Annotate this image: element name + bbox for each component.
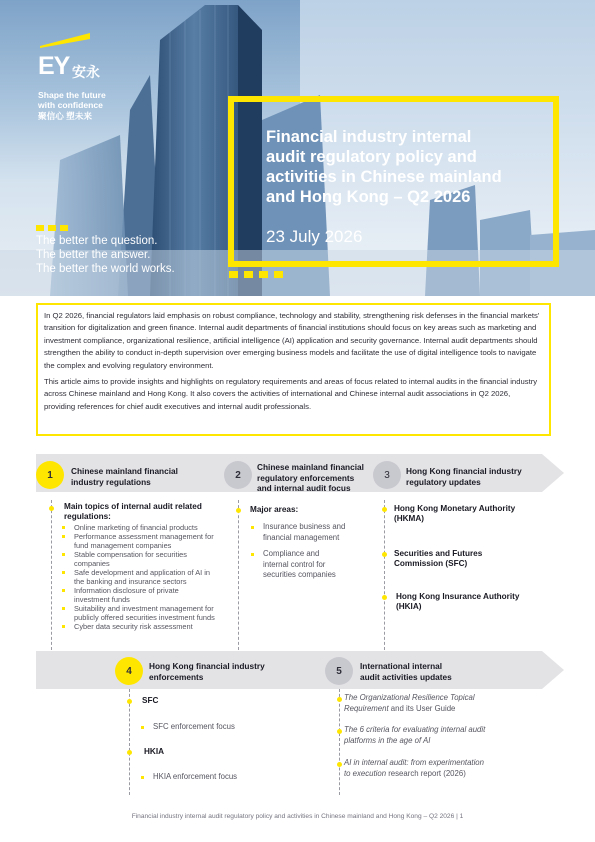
list-item-text: Online marketing of financial products	[74, 523, 198, 532]
list-item-text: Insurance business and	[263, 522, 346, 531]
title-line: audit regulatory policy and	[266, 148, 477, 166]
step-title-line: Chinese mainland financial	[71, 466, 178, 476]
step-title-line: Hong Kong financial industry	[149, 661, 265, 671]
bullet-square	[62, 526, 65, 529]
list-item-text: publicly offered securities investment funds	[74, 613, 215, 622]
list-item-text: securities companies	[263, 570, 336, 579]
intro-paragraph-1: In Q2 2026, financial regulators laid emphasis on robust compliance, technology and stability, strengthening risk defenses in the financial markets' transition for digitalization and green finance. Internal audit departments of financial institutions should focus on key areas such as marketing and investment compliance, organizational resilience, artificial intelligence (AI) application and security governance. Internal audit departments should strengthen the ability to conduct in-depth supervision over emerging business models and facilitate the use of digital intelligence tools to navigate the complex and evolving regulatory environment.	[44, 311, 540, 370]
bullet-dot	[382, 507, 387, 512]
activity-suffix: research report (2026)	[386, 768, 466, 778]
list-item	[62, 568, 242, 586]
list-item	[62, 550, 242, 568]
step-title-line: regulatory enforcements	[257, 472, 355, 483]
list-item	[251, 522, 371, 543]
bullet-dot	[382, 552, 387, 557]
bullet-dot	[337, 729, 342, 734]
step-5-badge: 5	[325, 657, 353, 685]
bullet-dot	[236, 508, 241, 513]
bullet-square	[62, 553, 65, 556]
slogan-cn: 聚信心 塑未来	[38, 111, 92, 121]
title-line: activities in Chinese mainland	[266, 168, 502, 186]
timeline-connector	[384, 500, 385, 650]
page-footer: Financial industry internal audit regulatory policy and activities in Chinese mainland and Hong Kong – Q2 2026 | 1	[131, 813, 464, 820]
bullet-square	[62, 535, 65, 538]
list-item	[141, 772, 237, 783]
step-title-line: regulatory updates	[406, 476, 481, 487]
title-line: Financial industry internal	[266, 128, 472, 146]
title-line: and Hong Kong – Q2 2026	[266, 188, 471, 206]
col2-list	[251, 522, 371, 581]
list-item-text: internal control for	[263, 559, 326, 569]
list-item	[62, 622, 242, 631]
slogan-line-2: with confidence	[38, 100, 103, 110]
regulator-line: (HKIA)	[396, 602, 422, 611]
activity-item-3	[344, 758, 484, 779]
activity-title: The Organizational Resilience Topical	[344, 693, 475, 702]
regulator-line: Securities and Futures	[394, 549, 483, 558]
col3-item-hkia	[396, 592, 519, 612]
bullet-square	[251, 526, 254, 529]
step-title-line: Hong Kong financial industry	[406, 466, 522, 476]
slogan-line-1: Shape the future	[38, 90, 106, 100]
col2-heading: Major areas:	[250, 505, 299, 514]
list-item	[62, 532, 242, 550]
list-item-text: HKIA enforcement focus	[153, 772, 238, 781]
step-3-badge: 3	[373, 461, 401, 489]
list-item-text: the banking and insurance sectors	[74, 577, 187, 586]
bullet-dot	[127, 699, 132, 704]
activity-title: The 6 criteria for evaluating internal audit	[344, 725, 486, 734]
list-item-text: Safe development and application of AI in	[74, 568, 211, 577]
activity-title: to execution	[344, 768, 387, 778]
bullet-dot	[49, 506, 54, 511]
list-item-text: companies	[74, 559, 110, 568]
bullet-square	[62, 607, 65, 610]
tagline-line: The better the world works.	[36, 263, 175, 275]
ey-beam-icon	[40, 33, 90, 48]
bullet-dot	[337, 697, 342, 702]
bullet-square	[251, 553, 254, 556]
heading-line: regulations:	[64, 512, 111, 521]
list-item	[62, 523, 242, 532]
step-title-line: enforcements	[149, 671, 204, 682]
activity-suffix: and its User Guide	[388, 703, 456, 713]
tagline-line: The better the question.	[36, 235, 158, 247]
list-item	[141, 722, 235, 733]
report-title	[266, 127, 502, 207]
list-item-text: Cyber data security risk assessment	[74, 622, 193, 631]
sfc-heading: SFC	[142, 696, 159, 705]
step-3-title	[406, 466, 522, 487]
list-item-text: Performance assessment management for	[74, 532, 214, 541]
bullet-square	[62, 571, 65, 574]
list-item-text: Information disclosure of private	[74, 586, 179, 595]
bullet-square	[141, 776, 144, 779]
activity-title: platforms in the age of AI	[344, 735, 431, 745]
col3-item-sfc	[394, 549, 482, 569]
heading-line: Main topics of internal audit related	[64, 502, 202, 511]
step-1-badge: 1	[36, 461, 64, 489]
report-date: 23 July 2026	[266, 227, 363, 246]
step-1-title	[71, 466, 178, 487]
col1-heading	[64, 502, 202, 522]
list-item-text: Stable compensation for securities	[74, 550, 187, 559]
timeline-connector	[339, 689, 340, 795]
bullet-square	[62, 589, 65, 592]
timeline-connector	[51, 500, 52, 650]
step-4-title	[149, 661, 265, 682]
bullet-square	[62, 625, 65, 628]
list-item-text: fund management companies	[74, 541, 172, 550]
tagline	[36, 234, 175, 276]
list-item-text: Suitability and investment management for	[74, 604, 214, 613]
step-5-title	[360, 661, 452, 682]
step-title-line: Chinese mainland financial	[257, 462, 364, 472]
regulator-line: Commission (SFC)	[394, 559, 468, 568]
activity-title: Requirement	[344, 703, 389, 713]
bullet-dot	[382, 595, 387, 600]
bullet-square	[141, 726, 144, 729]
hkia-heading: HKIA	[144, 747, 165, 756]
step-title-line: audit activities updates	[360, 671, 452, 682]
bullet-dot	[127, 750, 132, 755]
list-item	[62, 604, 242, 622]
list-item-text: SFC enforcement focus	[153, 722, 235, 731]
ey-logo: EY	[38, 52, 70, 80]
step-4-badge: 4	[115, 657, 143, 685]
col3-item-hkma	[394, 504, 515, 524]
regulator-line: Hong Kong Monetary Authority	[394, 504, 516, 513]
intro-paragraph-2: This article aims to provide insights and highlights on regulatory requirements and areas of focus related to internal audits in the financial industry across Chinese mainland and Hong Kong. It also covers the activities of international and Chinese internal audit associations in Q2 2026, providing references for chief audit executives and internal audit professionals.	[44, 377, 538, 411]
step-title-line: and internal audit focus	[257, 483, 351, 493]
list-item-text: Compliance and	[263, 549, 320, 558]
activity-item-2	[344, 725, 485, 746]
bullet-dot	[337, 762, 342, 767]
regulator-line: (HKMA)	[394, 514, 425, 523]
list-item-text: financial management	[263, 532, 340, 542]
activity-item-1	[344, 693, 475, 714]
ey-logo-cn: 安永	[72, 64, 100, 80]
intro-box	[36, 303, 551, 436]
hero-banner	[0, 0, 595, 296]
tagline-line: The better the answer.	[36, 249, 151, 261]
step-title-line: International internal	[360, 661, 443, 671]
col1-list	[62, 523, 242, 631]
list-item	[251, 549, 371, 581]
timeline-connector	[129, 689, 130, 795]
regulator-line: Hong Kong Insurance Authority	[396, 592, 520, 601]
activity-title: AI in internal audit: from experimentation	[344, 758, 484, 767]
frame-squares	[229, 265, 283, 283]
step-title-line: industry regulations	[71, 476, 151, 487]
list-item	[62, 586, 242, 604]
list-item-text: investment funds	[74, 595, 130, 604]
step-2-badge: 2	[224, 461, 252, 489]
step-2-title	[257, 462, 364, 494]
